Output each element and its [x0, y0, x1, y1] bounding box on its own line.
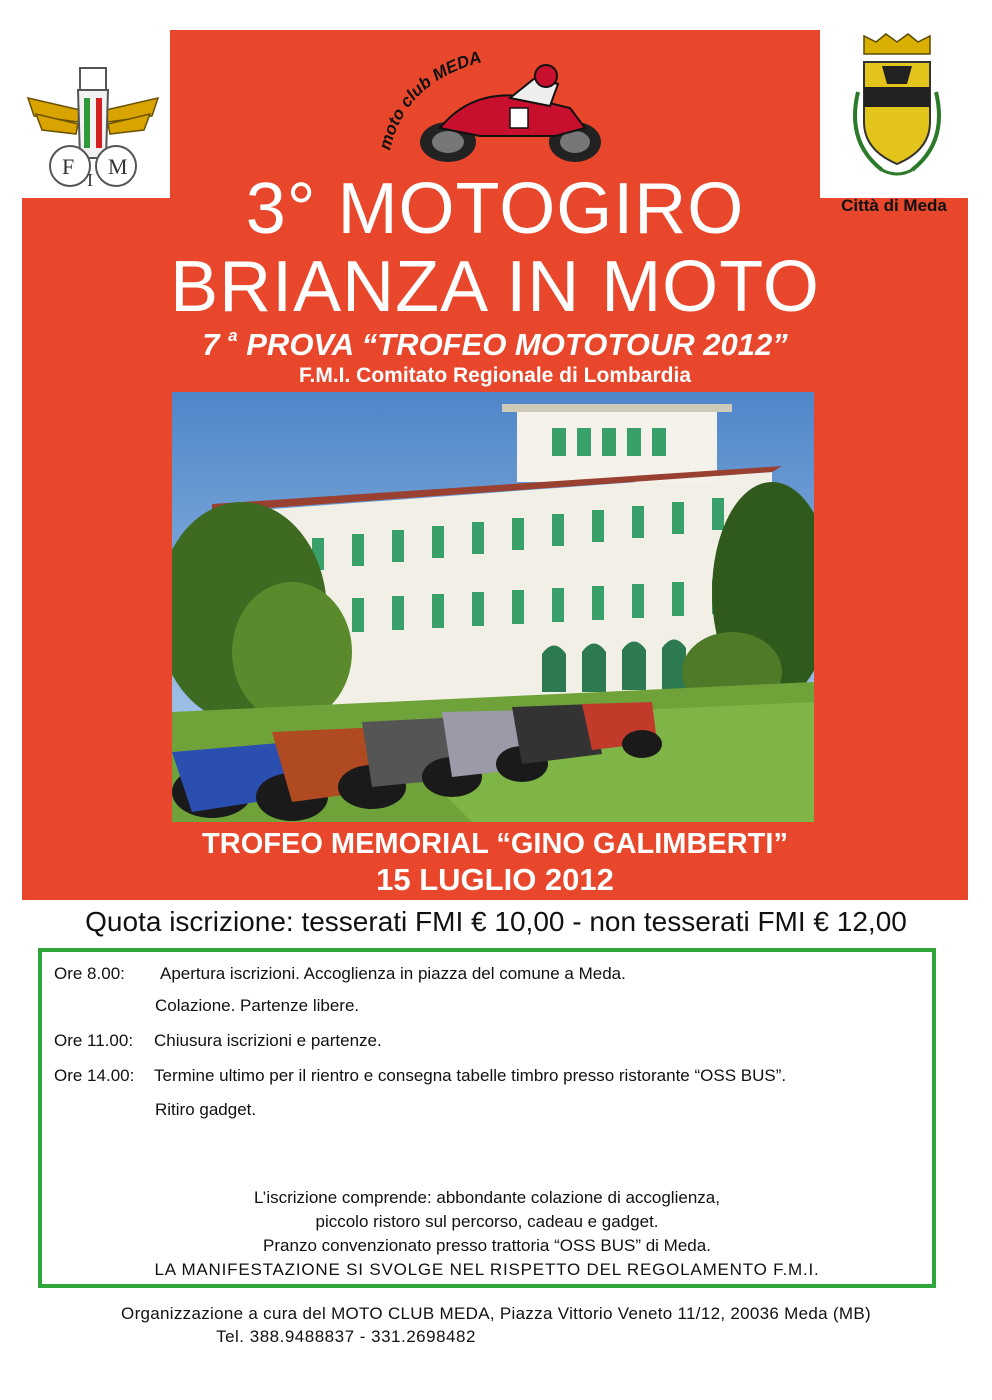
- schedule-time: Ore 14.00:: [54, 1066, 135, 1085]
- committee-label: F.M.I. Comitato Regionale di Lombardia: [298, 364, 692, 387]
- round-number: 7: [202, 327, 220, 362]
- registration-fee: Quota iscrizione: tesserati FMI € 10,00 - non tesserati FMI € 12,00: [85, 906, 907, 937]
- schedule-text: Apertura iscrizioni. Accoglienza in piazza del comune a Meda.: [160, 964, 626, 983]
- round-sup: a: [228, 326, 238, 345]
- schedule-text: Colazione. Partenze libere.: [155, 996, 360, 1015]
- moto-club-meda-logo: [370, 36, 620, 166]
- villa-photo: [172, 392, 814, 822]
- event-round: [22, 326, 968, 363]
- schedule-time: Ore 11.00:: [54, 1031, 134, 1050]
- schedule-time: Ore 8.00:: [54, 964, 125, 983]
- schedule-box: [38, 948, 936, 1288]
- fmi-letter-i: I: [87, 170, 93, 188]
- organizer-info: Organizzazione a cura del MOTO CLUB MEDA, Piazza Vittorio Veneto 11/12, 20036 Meda (MB): [121, 1304, 871, 1323]
- includes-line: piccolo ristoro sul percorso, cadeau e gadget.: [315, 1212, 659, 1231]
- fmi-letter-f: F: [62, 154, 75, 179]
- event-date: 15 LUGLIO 2012: [376, 862, 614, 897]
- phone-info: Tel. 388.9488837 - 331.2698482: [216, 1327, 476, 1346]
- fmi-letter-m: M: [108, 154, 128, 179]
- event-title-line1: 3° MOTOGIRO: [245, 169, 745, 249]
- city-name: Città di Meda: [841, 196, 947, 215]
- schedule-text: Ritiro gadget.: [155, 1100, 257, 1119]
- includes-line: L’iscrizione comprende: abbondante colazione di accoglienza,: [254, 1188, 720, 1207]
- includes-line: Pranzo convenzionato presso trattoria “OSS BUS” di Meda.: [263, 1236, 711, 1255]
- round-text: PROVA “TROFEO MOTOTOUR 2012”: [246, 327, 788, 362]
- schedule-text: Termine ultimo per il rientro e consegna tabelle timbro presso ristorante “OSS BUS”.: [154, 1066, 787, 1085]
- event-title-line2: BRIANZA IN MOTO: [170, 247, 820, 327]
- schedule-text: Chiusura iscrizioni e partenze.: [154, 1031, 382, 1050]
- memorial-title: TROFEO MEMORIAL “GINO GALIMBERTI”: [202, 828, 788, 860]
- club-logo-text: moto club MEDA: [375, 47, 484, 152]
- regulation-notice: LA MANIFESTAZIONE SI SVOLGE NEL RISPETTO DEL REGOLAMENTO F.M.I.: [154, 1260, 820, 1279]
